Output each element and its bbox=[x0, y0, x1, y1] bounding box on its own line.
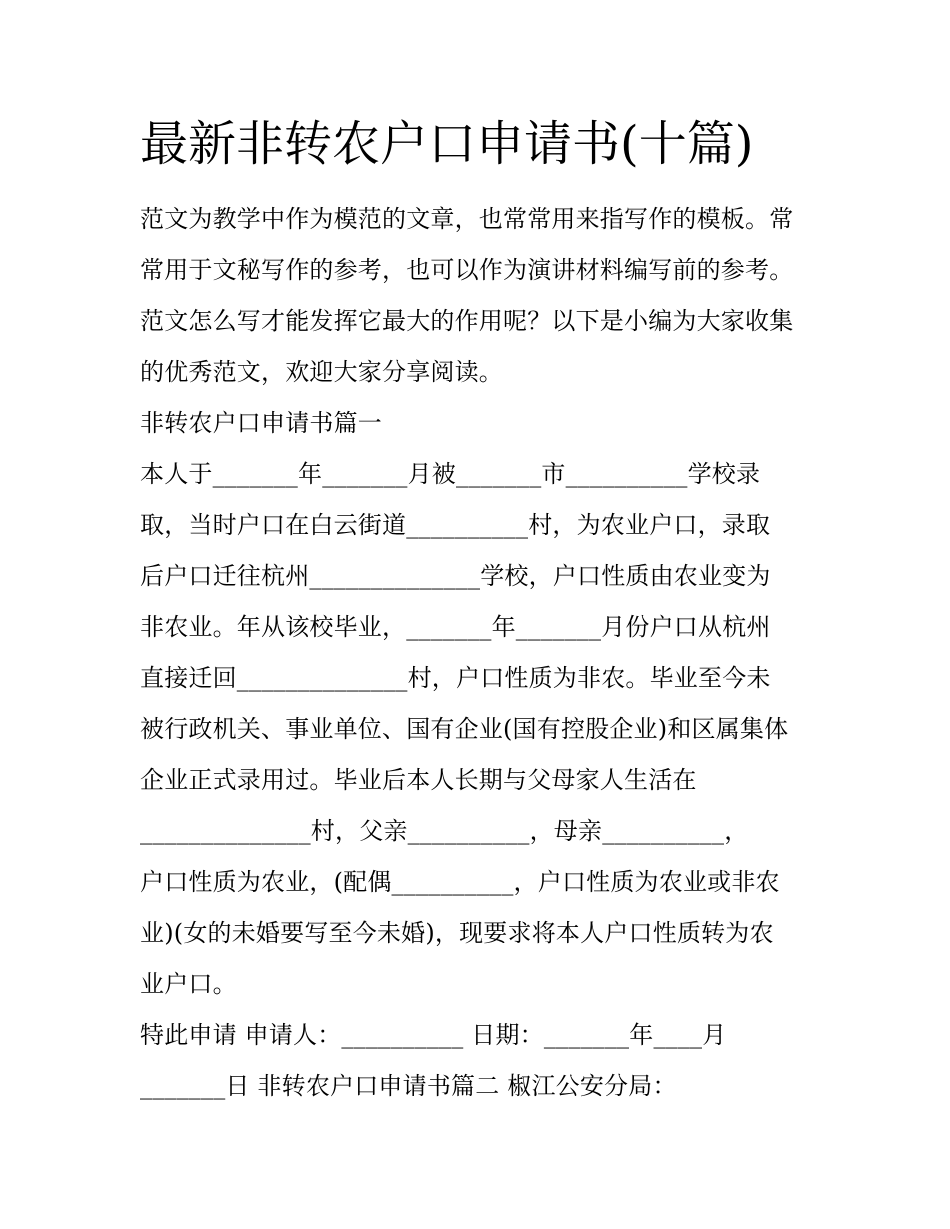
section-heading: 非转农户口申请书篇一 bbox=[140, 409, 382, 437]
text-line: 非农业。年从该校毕业，_______年_______月份户口从杭州 bbox=[140, 613, 771, 641]
date-and-next-section-line: _______日 非转农户口申请书篇二 椒江公安分局： bbox=[140, 1072, 677, 1100]
text-line: 本人于_______年_______月被_______市__________学校录 bbox=[140, 460, 761, 488]
text-line: 常用于文秘写作的参考，也可以作为演讲材料编写前的参考。 bbox=[140, 256, 794, 284]
text-line: 范文为教学中作为模范的文章，也常常用来指写作的模板。常 bbox=[140, 205, 794, 233]
text-line: 取，当时户口在白云街道__________村，为农业户口，录取 bbox=[140, 511, 771, 539]
signature-line: 特此申请 申请人：__________ 日期：_______年____月 bbox=[140, 1021, 727, 1049]
document-title: 最新非转农户口申请书(十篇) bbox=[140, 116, 754, 172]
text-line: 的优秀范文，欢迎大家分享阅读。 bbox=[140, 358, 503, 386]
text-line: ______________村，父亲__________，母亲__________， bbox=[140, 817, 749, 845]
text-line: 业)(女的未婚要写至今未婚)，现要求将本人户口性质转为农 bbox=[140, 919, 774, 947]
text-line: 业户口。 bbox=[140, 970, 237, 998]
text-line: 范文怎么写才能发挥它最大的作用呢？以下是小编为大家收集 bbox=[140, 307, 794, 335]
text-line: 户口性质为农业，(配偶__________，户口性质为农业或非农 bbox=[140, 868, 780, 896]
text-line: 直接迁回______________村，户口性质为非农。毕业至今未 bbox=[140, 664, 771, 692]
text-line: 被行政机关、事业单位、国有企业(国有控股企业)和区属集体 bbox=[140, 715, 789, 743]
text-line: 企业正式录用过。毕业后本人长期与父母家人生活在 bbox=[140, 766, 697, 794]
document-body bbox=[140, 194, 830, 1112]
text-line: 后户口迁往杭州______________学校，户口性质由农业变为 bbox=[140, 562, 771, 590]
